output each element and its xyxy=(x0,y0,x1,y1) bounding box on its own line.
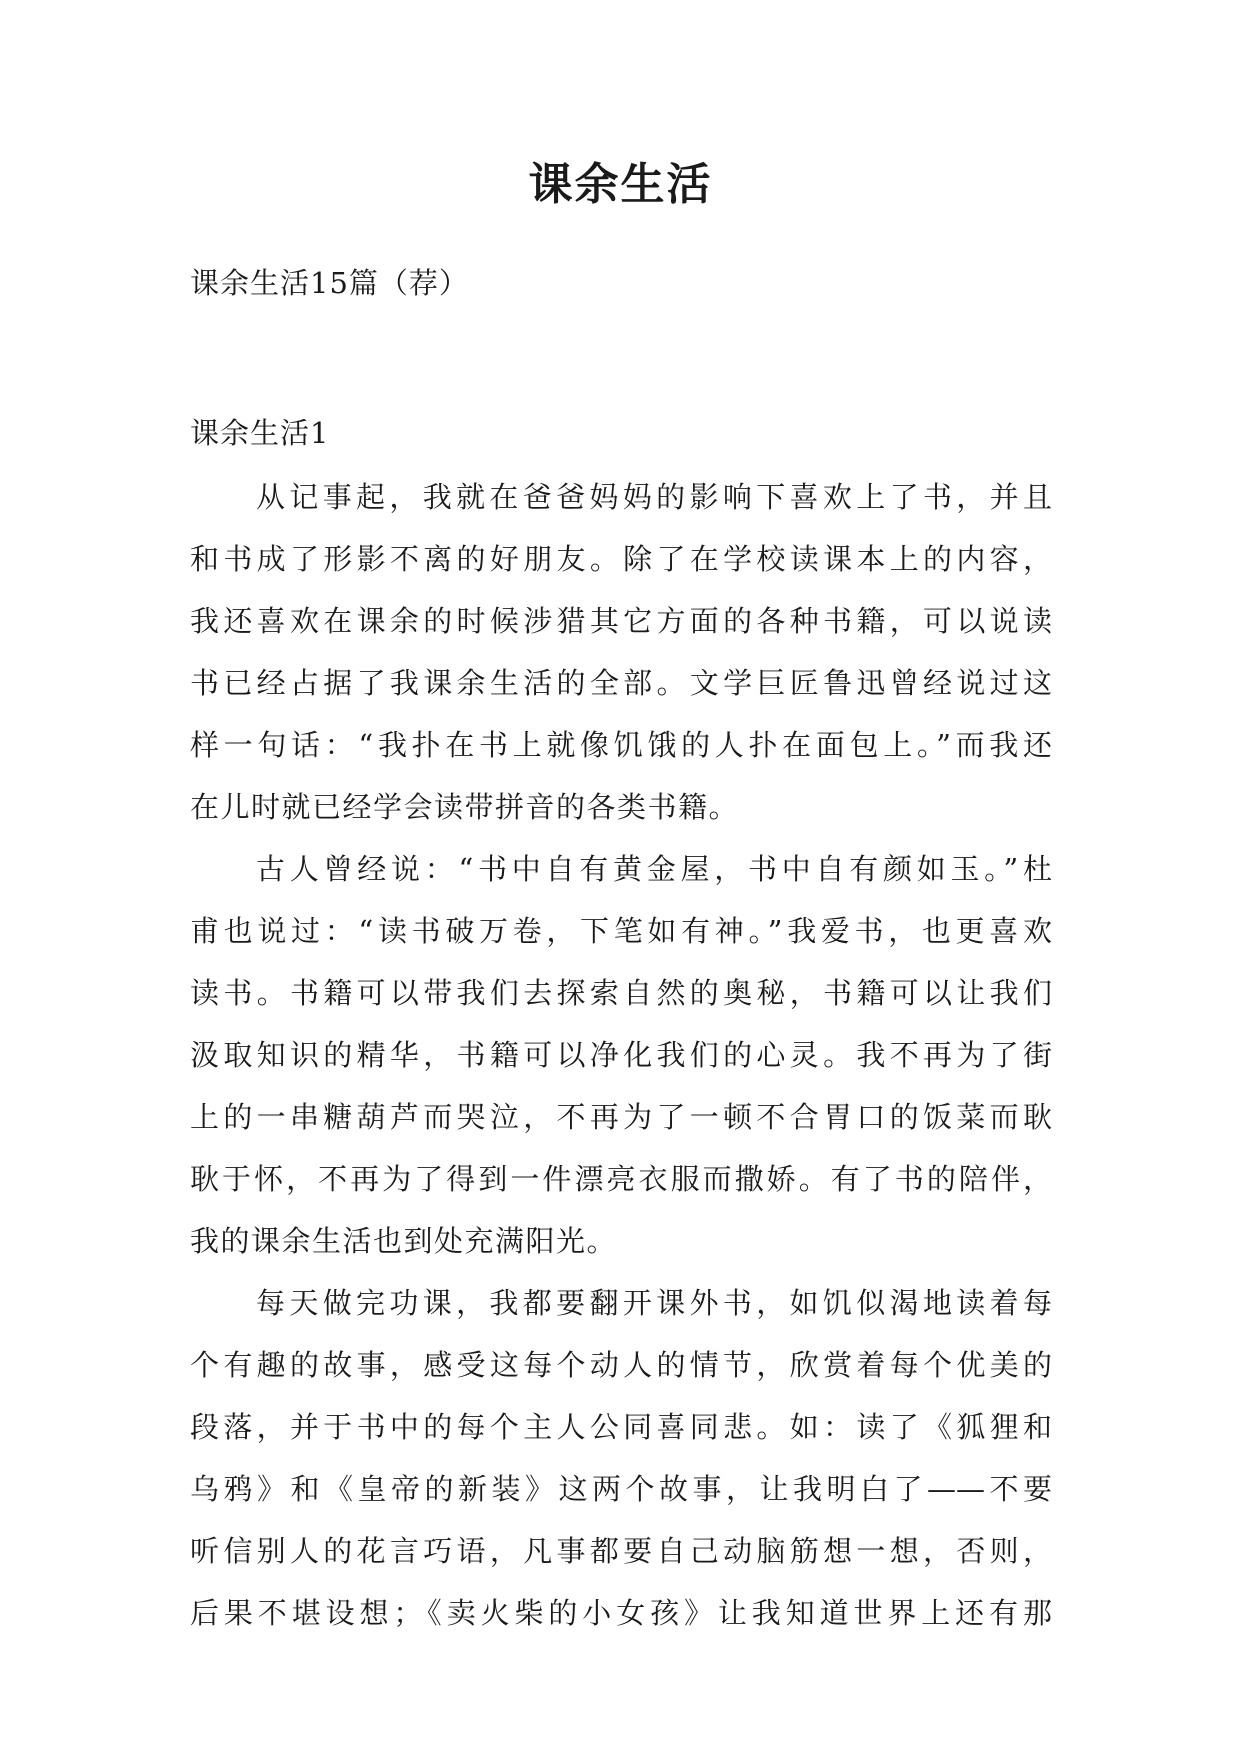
text-line: 古人曾经说：“书中自有黄金屋，书中自有颜如玉。”杜 xyxy=(256,852,1052,886)
text-line: 甫也说过：“读书破万卷，下笔如有神。”我爱书，也更喜欢 xyxy=(190,914,1052,948)
text-line: 汲取知识的精华，书籍可以净化我们的心灵。我不再为了街 xyxy=(190,1038,1052,1072)
text-line: 书已经占据了我课余生活的全部。文学巨匠鲁迅曾经说过这 xyxy=(190,666,1052,700)
body-text xyxy=(190,466,1052,1644)
text-line: 我还喜欢在课余的时候涉猎其它方面的各种书籍，可以说读 xyxy=(190,604,1052,638)
text-line: 听信别人的花言巧语，凡事都要自己动脑筋想一想，否则， xyxy=(190,1534,1052,1568)
text-line: 样一句话：“我扑在书上就像饥饿的人扑在面包上。”而我还 xyxy=(190,728,1052,762)
text-line: 和书成了形影不离的好朋友。除了在学校读课本上的内容， xyxy=(190,542,1052,576)
paragraph-1 xyxy=(190,466,1052,838)
paragraph-3 xyxy=(190,1272,1052,1644)
text-line: 我的课余生活也到处充满阳光。 xyxy=(190,1224,618,1258)
text-line: 个有趣的故事，感受这每个动人的情节，欣赏着每个优美的 xyxy=(190,1348,1052,1382)
text-line: 读书。书籍可以带我们去探索自然的奥秘，书籍可以让我们 xyxy=(190,976,1052,1010)
document-subtitle: 课余生活15篇（荐） xyxy=(190,266,469,300)
paragraph-2 xyxy=(190,838,1052,1272)
text-line: 从记事起，我就在爸爸妈妈的影响下喜欢上了书，并且 xyxy=(256,480,1052,514)
text-line: 每天做完功课，我都要翻开课外书，如饥似渴地读着每 xyxy=(256,1286,1052,1320)
text-line: 段落，并于书中的每个主人公同喜同悲。如：读了《狐狸和 xyxy=(190,1410,1052,1444)
document-title: 课余生活 xyxy=(528,159,713,210)
text-line: 乌鸦》和《皇帝的新装》这两个故事，让我明白了——不要 xyxy=(190,1472,1052,1506)
text-line: 后果不堪设想；《卖火柴的小女孩》让我知道世界上还有那 xyxy=(190,1596,1052,1630)
section-heading: 课余生活1 xyxy=(190,416,330,450)
text-line: 在儿时就已经学会读带拼音的各类书籍。 xyxy=(190,790,740,824)
text-line: 上的一串糖葫芦而哭泣，不再为了一顿不合胃口的饭菜而耿 xyxy=(190,1100,1052,1134)
text-line: 耿于怀，不再为了得到一件漂亮衣服而撒娇。有了书的陪伴， xyxy=(190,1162,1052,1196)
